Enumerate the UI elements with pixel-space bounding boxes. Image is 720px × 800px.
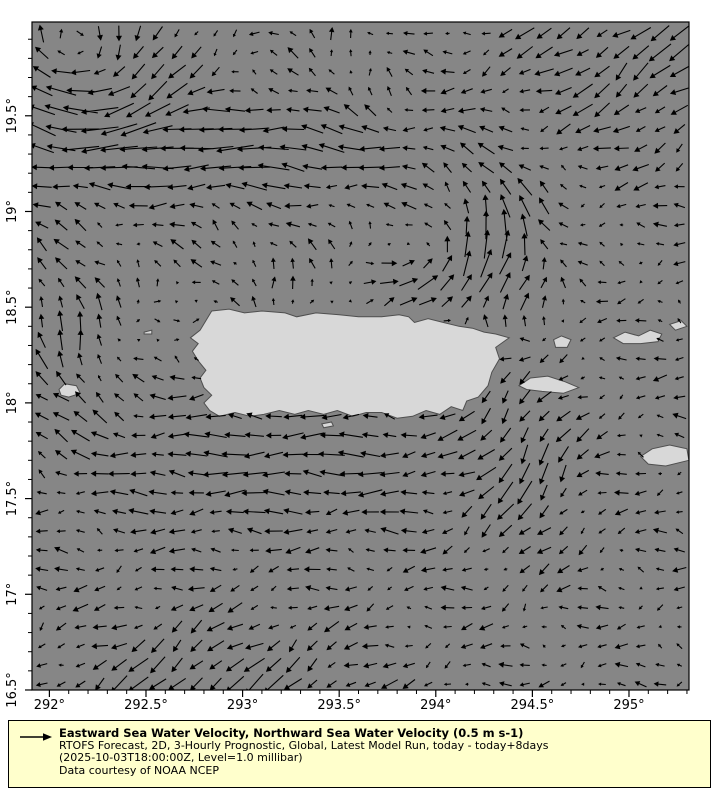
y-tick-label: 19° [5,199,20,224]
x-tick-label: 292.5° [124,698,168,713]
x-tick-label: 293.5° [317,698,362,713]
y-tick-label: 17° [5,582,20,606]
y-tick-label: 18° [5,391,20,415]
x-tick-label: 294° [420,698,452,713]
y-tick-label: 19.5° [5,98,20,134]
legend-line-courtesy: Data courtesy of NOAA NCEP [59,763,219,777]
y-axis [5,39,32,707]
legend-box [8,720,711,788]
y-tick-label: 17.5° [5,480,20,517]
reference-arrow-icon [19,731,53,743]
x-tick-label: 295° [613,698,645,713]
y-tick-label: 16.5° [5,672,20,708]
x-tick-label: 292° [33,698,66,713]
legend-text-block [59,727,702,777]
x-tick-label: 294.5° [510,698,555,713]
x-tick-label: 293° [226,698,259,713]
x-axis [34,690,687,713]
legend-line-timestamp: (2025-10-03T18:00:00Z, Level=1.0 millibar) [59,751,303,765]
legend-title: Eastward Sea Water Velocity, Northward Sea Water Velocity (0.5 m s-1) [59,726,524,740]
y-tick-label: 18.5° [5,289,20,325]
legend-line-forecast: RTOFS Forecast, 2D, 3-Hourly Prognostic, Global, Latest Model Run, today - today+8days [59,739,549,752]
